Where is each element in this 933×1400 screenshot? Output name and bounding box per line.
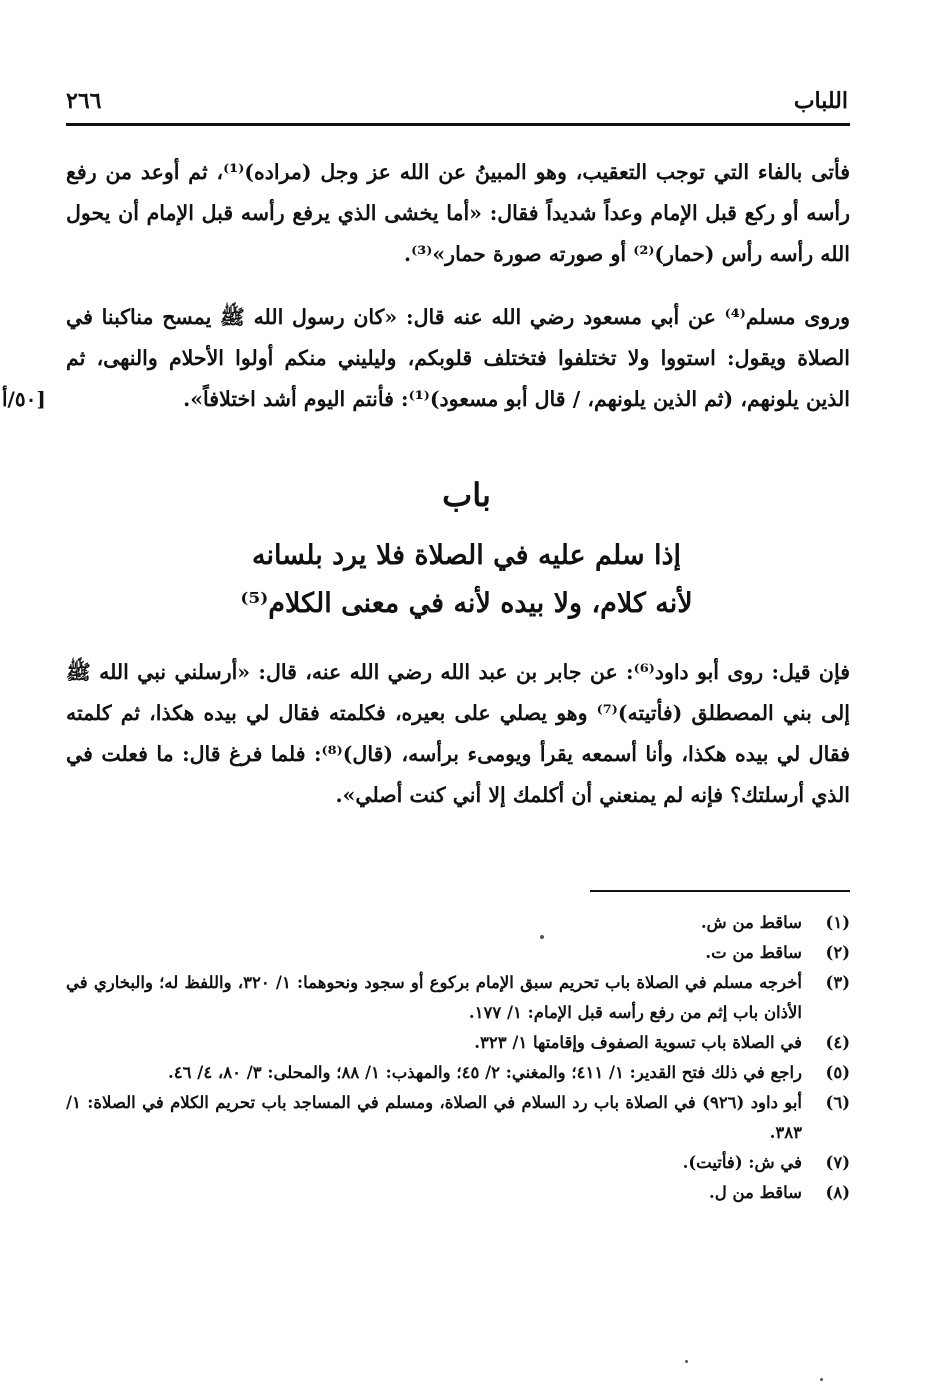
footnote-text: أبو داود (٩٢٦) في الصلاة باب رد السلام في الصلاة، ومسلم في المساجد باب تحريم الكلام في الصلاة: ١/ ٣٨٣.	[66, 1093, 802, 1142]
page-number: ٢٦٦	[66, 88, 102, 114]
manuscript-folio-marker: ٥٠/أ]	[2, 387, 46, 411]
paragraph-3-text: فإن قيل: روى أبو داود⁽⁶⁾: عن جابر بن عبد الله رضي الله عنه، قال: «أرسلني نبي الله ﷺ إلى بني المصطلق (فأتيته)⁽⁷⁾ وهو يصلي على بعيره، فكلمته فقال لي بيده هكذا، ثم كلمته فقال لي بيده هكذا، وأنا أسمعه يقرأ ويومىء برأسه، (قال)⁽⁸⁾: فلما فرغ قال: ما فعلت في الذي أرسلتك؟ فإنه لم يمنعني أن أكلمك إلا أني كنت أصلي».	[66, 660, 851, 807]
footnote	[66, 1058, 850, 1088]
footnote-text: راجع في ذلك فتح القدير: ١/ ٤١١؛ والمغني: ٢/ ٤٥؛ والمهذب: ١/ ٨٨؛ والمحلى: ٣/ ٨٠، ٤/ ٤٦.	[168, 1063, 802, 1082]
footnote-number: (٣)	[825, 973, 850, 992]
header-rule	[66, 123, 850, 126]
footnote	[66, 908, 850, 938]
page-header	[66, 88, 848, 118]
footnote	[66, 968, 850, 1028]
footnote	[66, 938, 850, 968]
paragraph-2-text: وروى مسلم⁽⁴⁾ عن أبي مسعود رضي الله عنه قال: «كان رسول الله ﷺ يمسح مناكبنا في الصلاة ويقول: استووا ولا تختلفوا فتختلف قلوبكم، وليليني منكم أولوا الأحلام والنهى، ثم الذين يلونهم، (ثم الذين يلونهم، / قال أبو مسعود)⁽¹⁾: فأنتم اليوم أشد اختلافاً».	[66, 305, 850, 411]
footnote-number: (٨)	[825, 1183, 850, 1202]
footnote	[66, 1148, 850, 1178]
footnote-number: (٥)	[825, 1063, 850, 1082]
chapter-heading-line-2: لأنه كلام، ولا بيده لأنه في معنى الكلام⁽⁵⁾	[240, 588, 693, 619]
footnote-text: ساقط من ت.	[705, 943, 802, 962]
paragraph-1	[66, 152, 850, 275]
footnote-number: (٤)	[825, 1033, 850, 1052]
footnote	[66, 1028, 850, 1058]
scan-speck	[540, 935, 544, 939]
scan-speck	[820, 1378, 823, 1381]
paragraph-2	[66, 297, 850, 420]
footnote-number: (٧)	[825, 1153, 850, 1172]
footnote-number: (٦)	[825, 1093, 850, 1112]
paragraph-3	[66, 652, 850, 816]
footnote-text: في الصلاة باب تسوية الصفوف وإقامتها ١/ ٣٢٣.	[474, 1033, 802, 1052]
scan-speck	[685, 1360, 688, 1363]
footnote-number: (٢)	[825, 943, 850, 962]
footnote-text: ساقط من ش.	[700, 913, 802, 932]
footnote-text: في ش: (فأتيت).	[682, 1153, 802, 1172]
footnote	[66, 1178, 850, 1208]
chapter-label: باب	[442, 476, 491, 514]
footnote-text: أخرجه مسلم في الصلاة باب تحريم سبق الإمام بركوع أو سجود ونحوهما: ١/ ٣٢٠، واللفظ له؛ والبخاري في الأذان باب إثم من رفع رأسه قبل الإمام: ١/ ١٧٧.	[66, 973, 802, 1022]
chapter-heading-line-1: إذا سلم عليه في الصلاة فلا يرد بلسانه	[251, 540, 682, 571]
running-title: اللباب	[793, 88, 848, 114]
footnote-number: (١)	[825, 913, 850, 932]
footnote-separator	[590, 890, 850, 892]
footnotes	[66, 908, 850, 1208]
paragraph-1-text: فأتى بالفاء التي توجب التعقيب، وهو المبينُ عن الله عز وجل (مراده)⁽¹⁾، ثم أوعد من رفع رأسه أو ركع قبل الإمام وعداً شديداً فقال: «أما يخشى الذي يرفع رأسه قبل الإمام أن يحول الله رأسه رأس (حمار)⁽²⁾ أو صورته صورة حمار»⁽³⁾.	[66, 160, 850, 266]
footnote	[66, 1088, 850, 1148]
footnote-text: ساقط من ل.	[708, 1183, 802, 1202]
